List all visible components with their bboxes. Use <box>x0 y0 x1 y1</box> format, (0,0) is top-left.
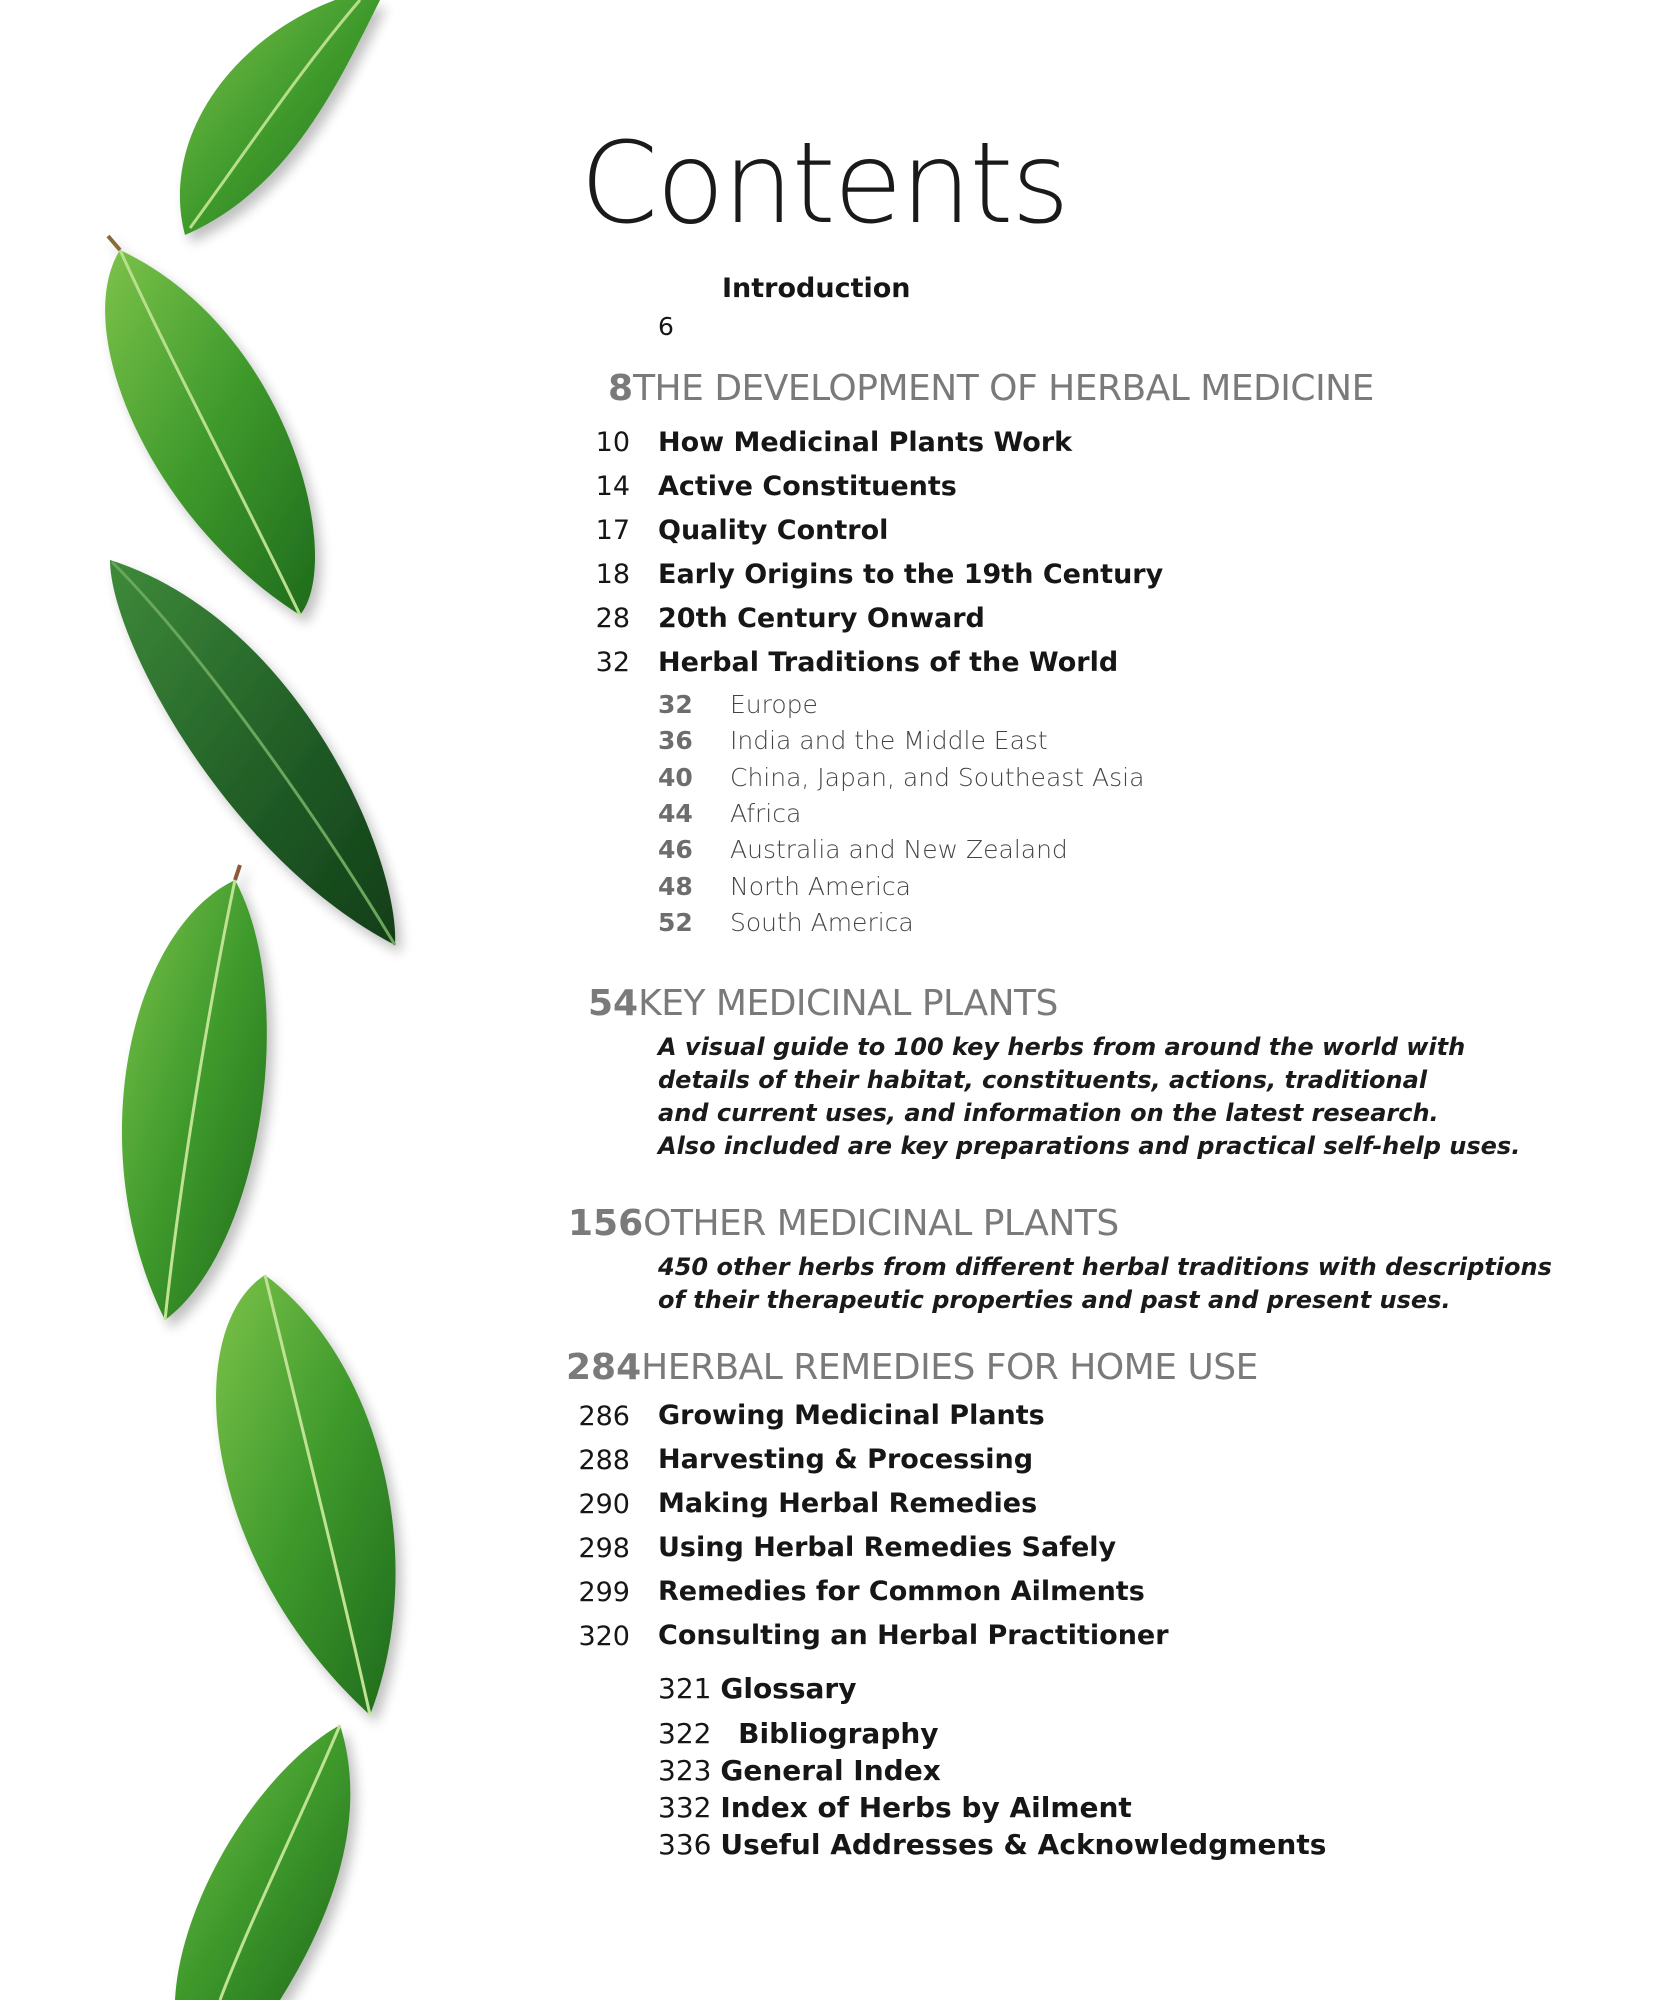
toc-entry: Early Origins to the 19th Century <box>658 559 1164 590</box>
toc-entry: Useful Addresses & Acknowledgments <box>720 1828 1327 1861</box>
toc-entry: Making Herbal Remedies <box>658 1488 1038 1519</box>
toc-page: 17 <box>595 515 630 546</box>
toc-page: 28 <box>595 603 630 634</box>
toc-entry: Using Herbal Remedies Safely <box>658 1532 1117 1563</box>
toc-subentry: Africa <box>730 799 802 828</box>
leaf-6 <box>175 1725 350 2000</box>
toc-subpage: 48 <box>658 872 693 901</box>
section-heading-other-plants <box>568 1203 1119 1244</box>
toc-entry: 20th Century Onward <box>658 603 985 634</box>
toc-subentry: Europe <box>730 690 818 719</box>
toc-page: 18 <box>595 559 630 590</box>
intro-page: 6 <box>658 312 674 341</box>
toc-entry: Consulting an Herbal Practitioner <box>658 1620 1169 1651</box>
section-number: 284 <box>566 1347 642 1388</box>
section-number: 8 <box>608 368 634 409</box>
leaf-border-illustration <box>0 0 460 2000</box>
toc-entry: Glossary <box>720 1672 857 1705</box>
toc-entry: Bibliography <box>738 1717 939 1750</box>
toc-subpage: 36 <box>658 726 693 755</box>
toc-subpage: 32 <box>658 690 693 719</box>
toc-page: 321 <box>658 1672 712 1705</box>
toc-entry: General Index <box>720 1754 941 1787</box>
toc-page: 298 <box>578 1533 630 1564</box>
toc-subpage: 46 <box>658 835 693 864</box>
page-title: Contents <box>580 119 1068 249</box>
toc-page: 14 <box>595 471 630 502</box>
toc-entry: Herbal Traditions of the World <box>658 647 1119 678</box>
toc-entry: Index of Herbs by Ailment <box>720 1791 1132 1824</box>
toc-subpage: 40 <box>658 763 693 792</box>
section-heading-remedies <box>566 1347 1258 1388</box>
section-number: 54 <box>588 983 639 1024</box>
toc-entry: Quality Control <box>658 515 889 546</box>
toc-page: 286 <box>578 1401 630 1432</box>
section-description-line: A visual guide to 100 key herbs from around the world with <box>658 1033 1466 1061</box>
toc-entry: How Medicinal Plants Work <box>658 427 1073 458</box>
toc-entry: Remedies for Common Ailments <box>658 1576 1145 1607</box>
toc-subentry: China, Japan, and Southeast Asia <box>730 763 1145 792</box>
toc-page: 290 <box>578 1489 630 1520</box>
section-title: KEY MEDICINAL PLANTS <box>638 983 1058 1024</box>
toc-subentry: Australia and New Zealand <box>730 835 1068 864</box>
endmatter-row <box>658 1754 941 1787</box>
section-description-line: 450 other herbs from different herbal traditions with descriptions <box>658 1253 1552 1281</box>
toc-entry: Growing Medicinal Plants <box>658 1400 1045 1431</box>
section-description-line: details of their habitat, constituents, actions, traditional <box>658 1066 1428 1094</box>
toc-page: 299 <box>578 1577 630 1608</box>
leaf-2 <box>105 236 315 615</box>
leaf-4 <box>122 865 267 1320</box>
section-title: HERBAL REMEDIES FOR HOME USE <box>641 1347 1258 1388</box>
section-description-line: and current uses, and information on the latest research. <box>658 1099 1439 1127</box>
leaf-5 <box>216 1275 395 1715</box>
toc-page: 288 <box>578 1445 630 1476</box>
intro-label: Introduction <box>722 273 911 304</box>
section-description-line: Also included are key preparations and practical self-help uses. <box>658 1132 1521 1160</box>
section-title: THE DEVELOPMENT OF HERBAL MEDICINE <box>633 368 1374 409</box>
endmatter-row <box>658 1672 856 1705</box>
toc-page: 322 <box>658 1717 712 1750</box>
toc-subpage: 44 <box>658 799 693 828</box>
toc-subpage: 52 <box>658 908 693 937</box>
toc-subentry: South America <box>730 908 914 937</box>
toc-subentry: North America <box>730 872 911 901</box>
toc-subentry: India and the Middle East <box>730 726 1048 755</box>
section-heading-key-plants <box>588 983 1058 1024</box>
section-description-line: of their therapeutic properties and past and present uses. <box>658 1286 1451 1314</box>
toc-page: 32 <box>595 647 630 678</box>
toc-page: 336 <box>658 1828 712 1861</box>
leaf-1 <box>180 0 380 235</box>
section-title: OTHER MEDICINAL PLANTS <box>643 1203 1119 1244</box>
endmatter-row <box>658 1791 1132 1824</box>
toc-entry: Harvesting & Processing <box>658 1444 1034 1475</box>
section-heading-development <box>608 368 1374 409</box>
toc-page: 320 <box>578 1621 630 1652</box>
leaf-3 <box>110 560 395 945</box>
toc-page: 332 <box>658 1791 712 1824</box>
toc-page: 323 <box>658 1754 712 1787</box>
section-number: 156 <box>568 1203 644 1244</box>
toc-page: 10 <box>595 427 630 458</box>
endmatter-row <box>658 1717 939 1750</box>
endmatter-row <box>658 1828 1326 1861</box>
toc-entry: Active Constituents <box>658 471 957 502</box>
